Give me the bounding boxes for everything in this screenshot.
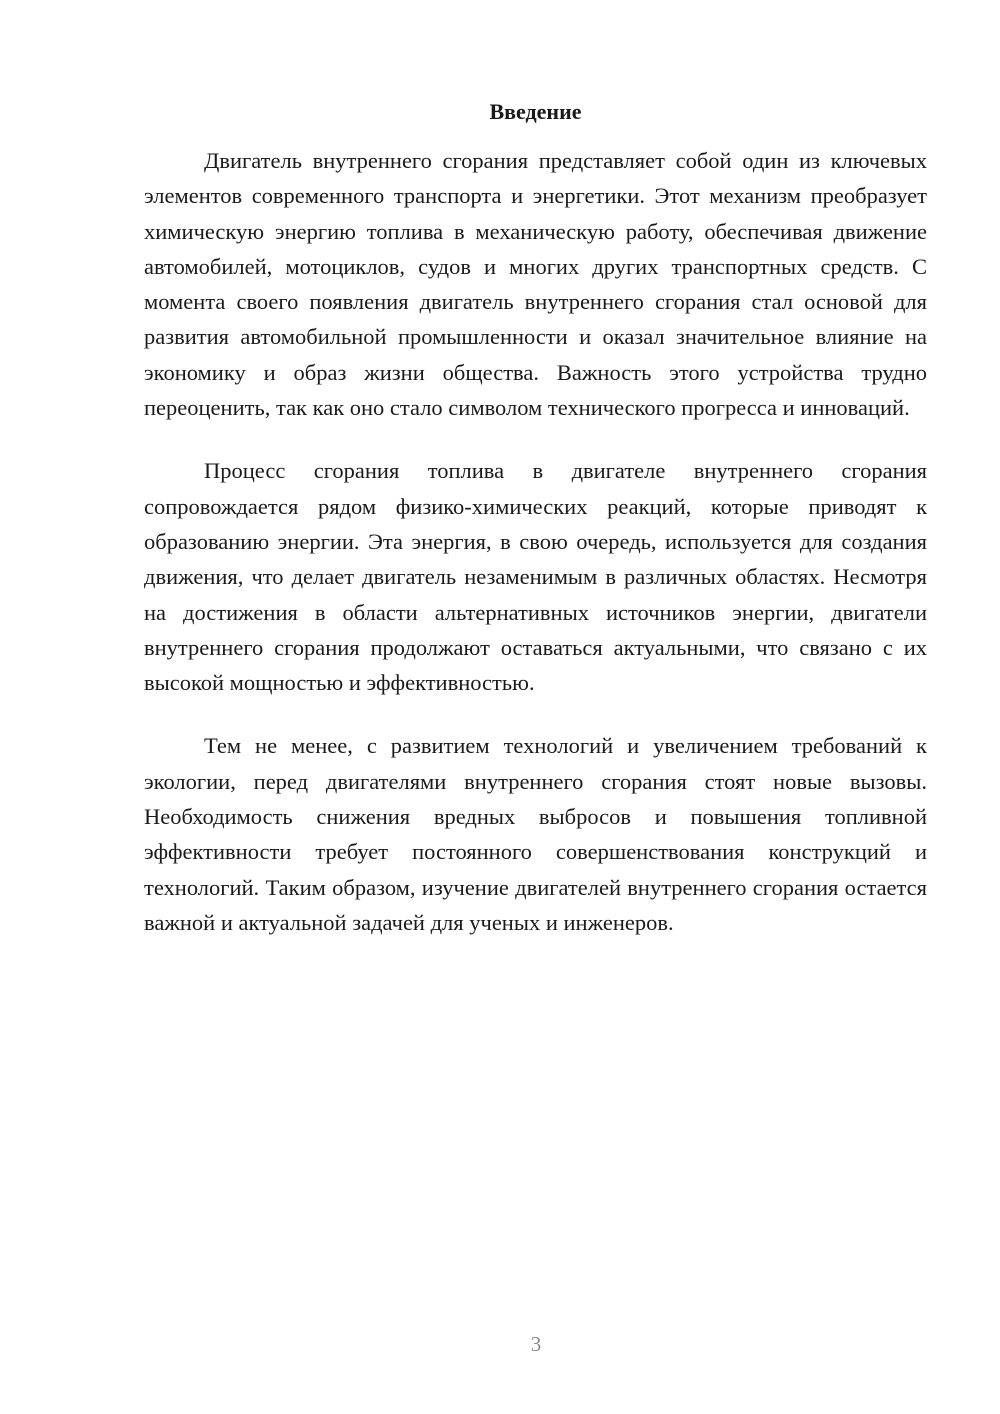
body-text xyxy=(144,143,927,968)
paragraph-1: Двигатель внутреннего сгорания представляет собой один из ключевых элементов современного транспорта и энергетики. Этот механизм преобразует химическую энергию топлива в механическую работу, обеспечивая движение автомобилей, мотоциклов, судов и многих других транспортных средств. С момента своего появления двигатель внутреннего сгорания стал основой для развития автомобильной промышленности и оказал значительное влияние на экономику и образ жизни общества. Важность этого устройства трудно переоценить, так как оно стало символом технического прогресса и инноваций. xyxy=(144,148,927,421)
paragraph-2: Процесс сгорания топлива в двигателе внутреннего сгорания сопровождается рядом физико-химических реакций, которые приводят к образованию энергии. Эта энергия, в свою очередь, используется для создания движения, что делает двигатель незаменимым в различных областях. Несмотря на достижения в области альтернативных источников энергии, двигатели внутреннего сгорания продолжают оставаться актуальными, что связано с их высокой мощностью и эффективностью. xyxy=(144,458,927,696)
page-number: 3 xyxy=(530,1332,542,1356)
page-title: Введение xyxy=(489,99,582,124)
paragraph-3: Тем не менее, с развитием технологий и увеличением требований к экологии, перед двигателями внутреннего сгорания стоят новые вызовы. Необходимость снижения вредных выбросов и повышения топливной эффективности требует постоянного совершенствования конструкций и технологий. Таким образом, изучение двигателей внутреннего сгорания остается важной и актуальной задачей для ученых и инженеров. xyxy=(144,733,927,935)
